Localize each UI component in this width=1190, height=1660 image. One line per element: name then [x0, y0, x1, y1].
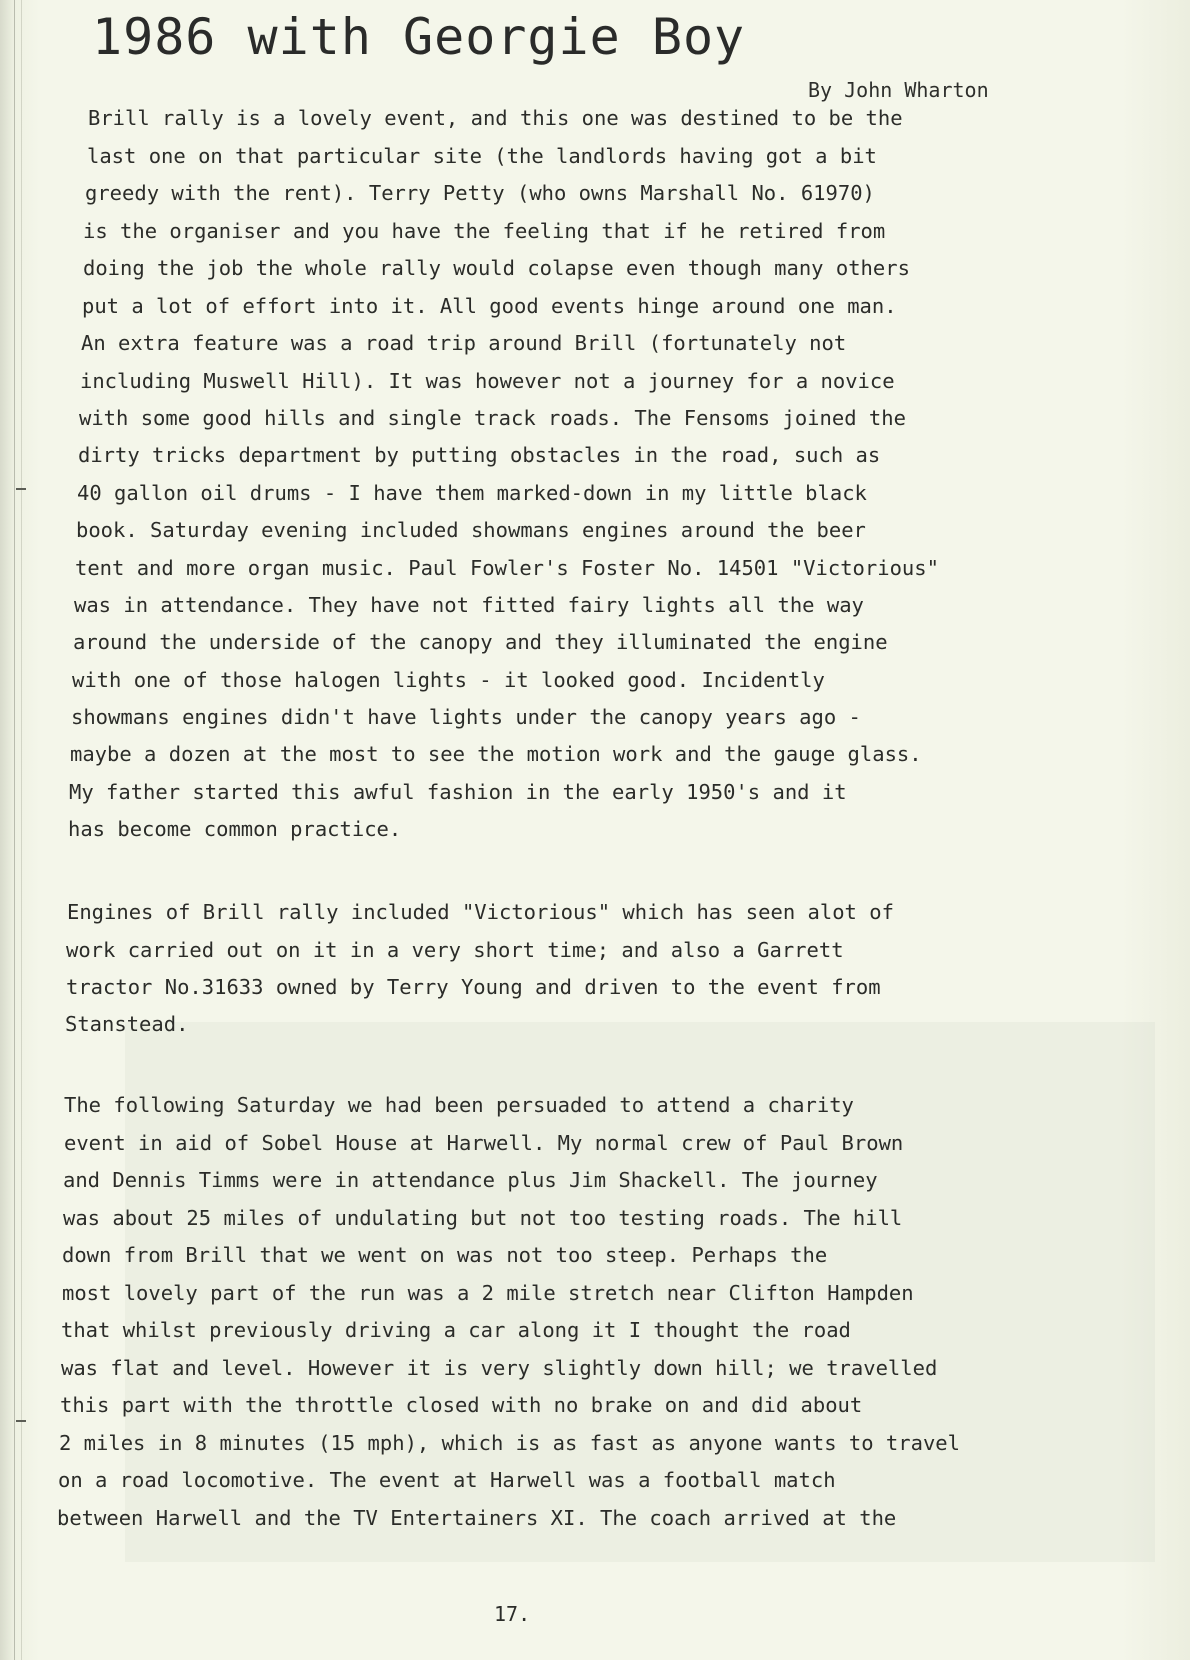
article-byline: By John Wharton — [808, 78, 989, 102]
staple-mark — [16, 1420, 26, 1422]
body-line: and Dennis Timms were in attendance plus Jim Shackell. The journey — [63, 1168, 878, 1192]
body-line: on a road locomotive. The event at Harwell was a football match — [58, 1468, 836, 1492]
article-title: 1986 with Georgie Boy — [92, 8, 746, 66]
body-line: was in attendance. They have not fitted fairy lights all the way — [74, 593, 864, 617]
body-line: greedy with the rent). Terry Petty (who owns Marshall No. 61970) — [85, 181, 875, 205]
body-line: The following Saturday we had been persuaded to attend a charity — [64, 1093, 854, 1117]
body-line: Brill rally is a lovely event, and this one was destined to be the — [88, 106, 903, 130]
body-line: tractor No.31633 owned by Terry Young and driven to the event from — [66, 975, 881, 999]
body-line: Stanstead. — [65, 1012, 189, 1036]
page-number: 17. — [494, 1602, 531, 1626]
body-line: Engines of Brill rally included "Victorious" which has seen alot of — [67, 900, 894, 924]
body-line: was flat and level. However it is very slightly down hill; we travelled — [61, 1356, 938, 1380]
body-line: around the underside of the canopy and they illuminated the engine — [73, 630, 888, 654]
body-line: doing the job the whole rally would colapse even though many others — [83, 256, 910, 280]
body-line: with one of those halogen lights - it looked good. Incidently — [72, 668, 825, 692]
body-line: dirty tricks department by putting obstacles in the road, such as — [78, 443, 881, 467]
page-binding-edge — [14, 0, 22, 1660]
body-line: tent and more organ music. Paul Fowler's Foster No. 14501 "Victorious" — [75, 556, 939, 580]
body-line: down from Brill that we went on was not too steep. Perhaps the — [62, 1243, 828, 1267]
staple-mark — [16, 488, 26, 490]
body-line: this part with the throttle closed with no brake on and did about — [60, 1393, 863, 1417]
body-line: showmans engines didn't have lights under the canopy years ago - — [71, 705, 861, 729]
body-line: between Harwell and the TV Entertainers XI. The coach arrived at the — [57, 1506, 897, 1530]
body-line: 40 gallon oil drums - I have them marked-down in my little black — [77, 481, 867, 505]
body-line: My father started this awful fashion in the early 1950's and it — [69, 780, 847, 804]
body-line: work carried out on it in a very short time; and also a Garrett — [66, 938, 844, 962]
body-line: has become common practice. — [68, 817, 402, 841]
body-line: that whilst previously driving a car along it I thought the road — [61, 1318, 851, 1342]
body-line: 2 miles in 8 minutes (15 mph), which is as fast as anyone wants to travel — [59, 1431, 960, 1455]
body-line: An extra feature was a road trip around Brill (fortunately not — [81, 331, 847, 355]
body-line: with some good hills and single track roads. The Fensoms joined the — [79, 406, 906, 430]
body-line: last one on that particular site (the landlords having got a bit — [87, 144, 877, 168]
body-line: including Muswell Hill). It was however not a journey for a novice — [80, 369, 895, 393]
body-line: put a lot of effort into it. All good events hinge around one man. — [82, 294, 897, 318]
body-line: book. Saturday evening included showmans engines around the beer — [76, 518, 866, 542]
body-line: maybe a dozen at the most to see the motion work and the gauge glass. — [70, 742, 922, 766]
body-line: was about 25 miles of undulating but not too testing roads. The hill — [63, 1206, 903, 1230]
body-line: most lovely part of the run was a 2 mile stretch near Clifton Hampden — [62, 1281, 914, 1305]
body-line: is the organiser and you have the feeling that if he retired from — [83, 219, 886, 243]
body-line: event in aid of Sobel House at Harwell. My normal crew of Paul Brown — [64, 1131, 904, 1155]
